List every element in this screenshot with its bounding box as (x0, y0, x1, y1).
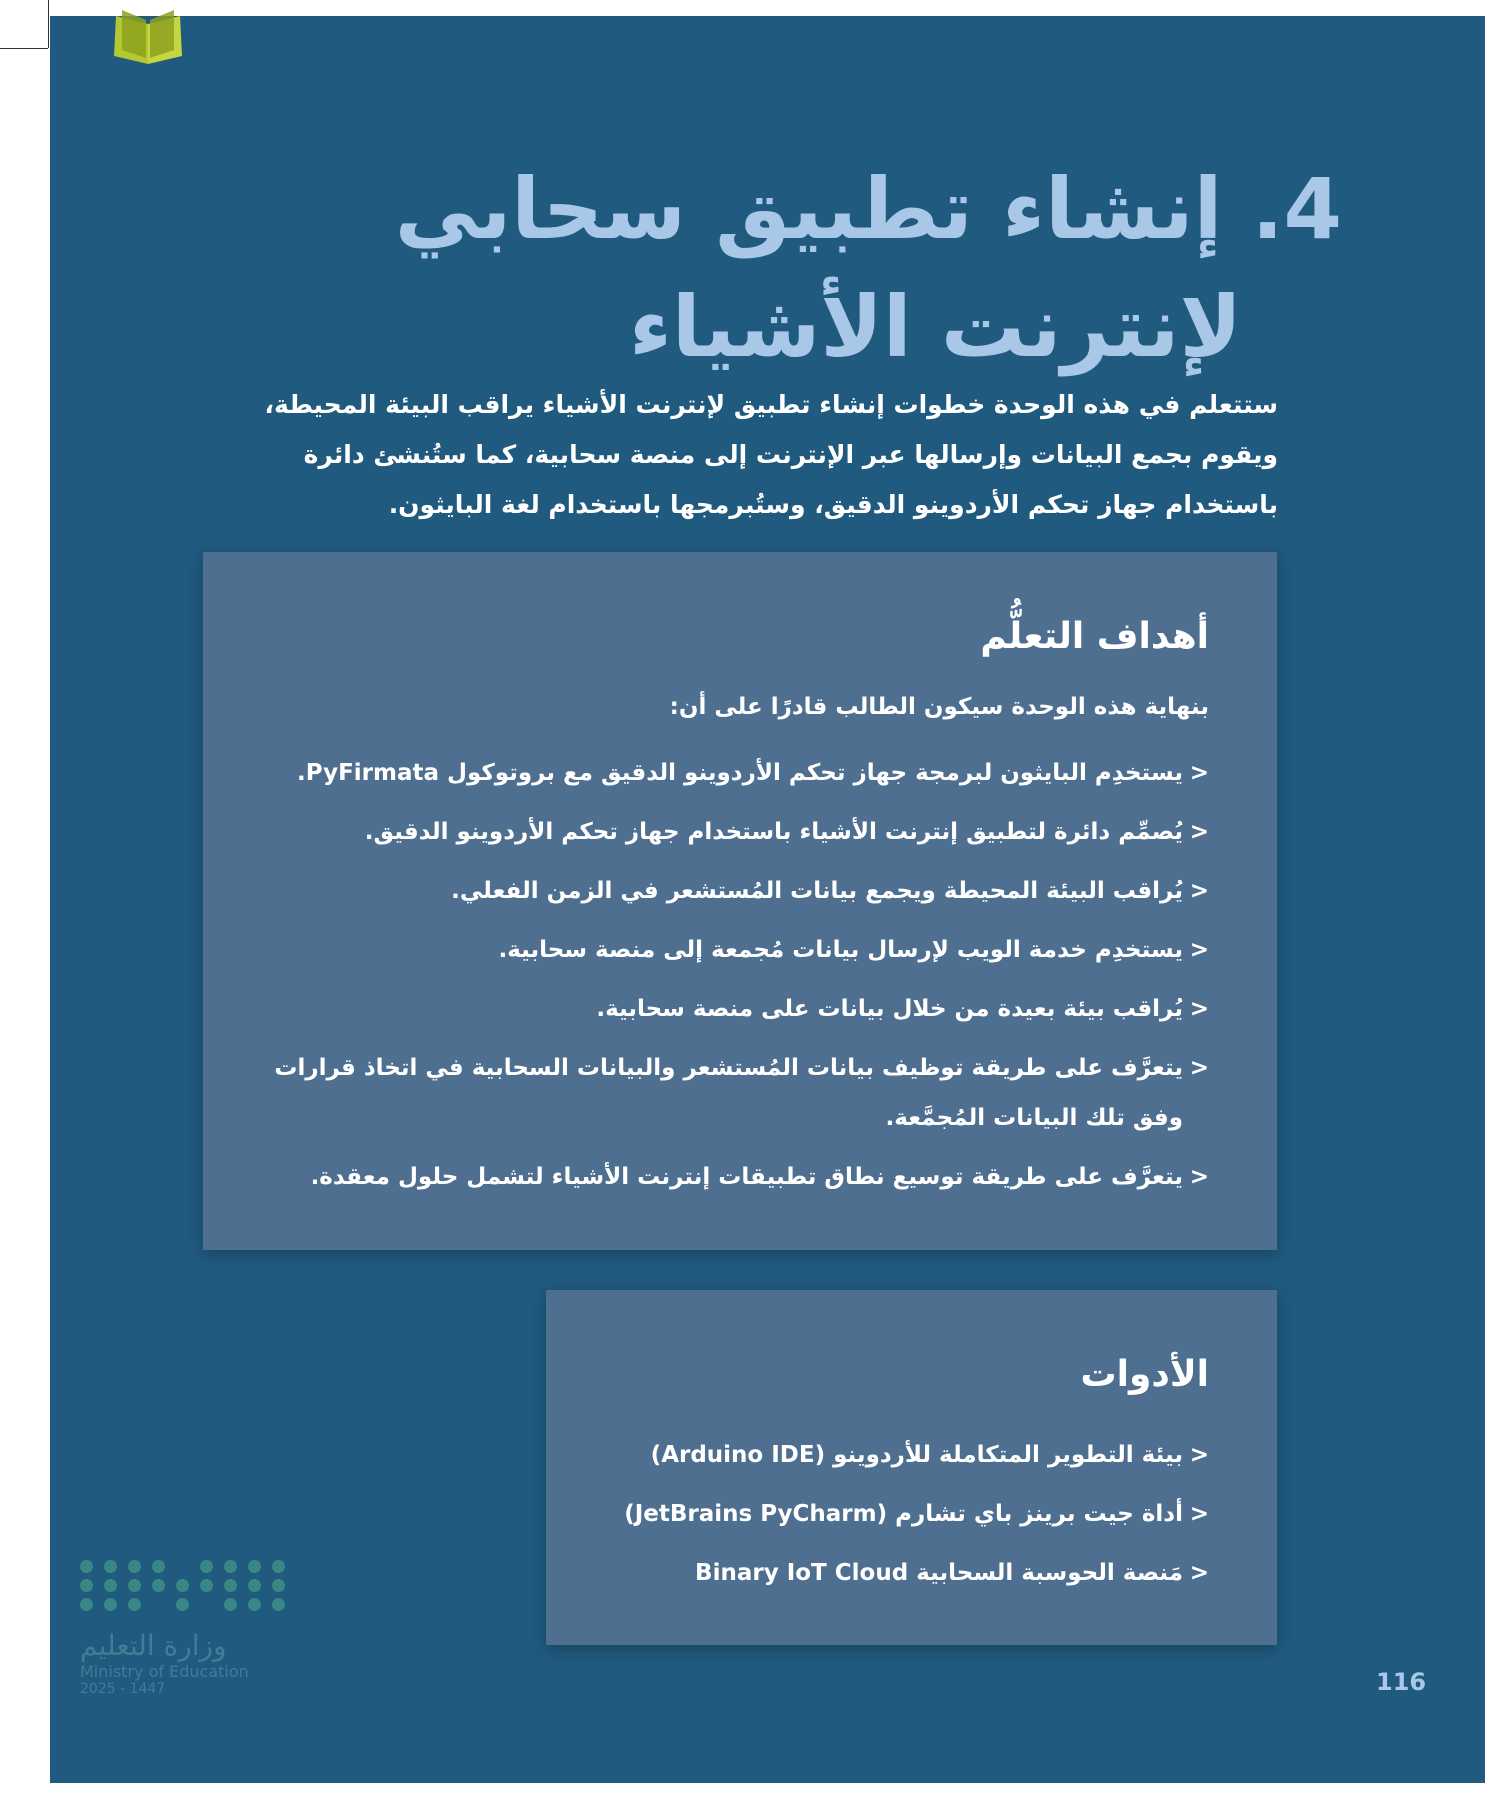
objective-text: يُراقب بيئة بعيدة من خلال بيانات على منصة سحابية. (596, 996, 1183, 1022)
chevron-icon: < (1189, 1164, 1209, 1190)
chevron-icon: < (1189, 819, 1209, 845)
chapter-title (395, 150, 1342, 386)
objective-text: يستخدِم خدمة الويب لإرسال بيانات مُجمعة إلى منصة سحابية. (498, 937, 1183, 963)
objective-item (243, 925, 1209, 975)
objective-text: يتعرَّف على طريقة توظيف بيانات المُستشعر والبيانات السحابية في اتخاذ قرارات وفق تلك البيانات المُجمَّعة. (274, 1055, 1183, 1131)
objective-item (243, 807, 1209, 857)
chevron-icon: < (1189, 1055, 1209, 1081)
objective-text: يتعرَّف على طريقة توسيع نطاق تطبيقات إنترنت الأشياء لتشمل حلول معقدة. (310, 1164, 1183, 1190)
title-line-2: لإنترنت الأشياء (628, 278, 1242, 376)
chevron-icon: < (1189, 1560, 1209, 1586)
objective-text: يُصمِّم دائرة لتطبيق إنترنت الأشياء باستخدام جهاز تحكم الأردوينو الدقيق. (364, 819, 1183, 845)
tool-text: بيئة التطوير المتكاملة للأردوينو (Arduino IDE) (650, 1442, 1183, 1468)
objective-text: يُراقب البيئة المحيطة ويجمع بيانات المُستشعر في الزمن الفعلي. (451, 878, 1183, 904)
intro-paragraph: ستتعلم في هذه الوحدة خطوات إنشاء تطبيق لإنترنت الأشياء يراقب البيئة المحيطة، ويقوم بجمع البيانات وإرسالها عبر الإنترنت إلى منصة سحابية، كما ستُنشئ دائرة باستخدام جهاز تحكم الأردوينو الدقيق، وستُبرمجها باستخدام لغة البايثون. (264, 390, 1278, 519)
objective-text: يستخدِم البايثون لبرمجة جهاز تحكم الأردوينو الدقيق مع بروتوكول PyFirmata. (297, 760, 1183, 786)
tool-item (586, 1548, 1209, 1598)
tool-text: أداة جيت برينز باي تشارم (JetBrains PyCharm) (624, 1501, 1183, 1527)
objective-item (243, 1043, 1209, 1143)
title-line-1: 4. إنشاء تطبيق سحابي (394, 160, 1342, 258)
tools-list (586, 1430, 1209, 1607)
tool-item (586, 1430, 1209, 1480)
chevron-icon: < (1189, 996, 1209, 1022)
chevron-icon: < (1189, 760, 1209, 786)
ministry-dots-icon (80, 1560, 280, 1611)
objectives-lead: بنهاية هذه الوحدة سيكون الطالب قادرًا على أن: (669, 694, 1209, 720)
tool-item (586, 1489, 1209, 1539)
objective-item (243, 748, 1209, 798)
page-number: 116 (1376, 1668, 1427, 1696)
ministry-name-en: Ministry of Education (80, 1662, 249, 1681)
ministry-year: 2025 - 1447 (80, 1681, 166, 1697)
ministry-name-ar: وزارة التعليم (80, 1629, 227, 1662)
ministry-logo (80, 1560, 280, 1697)
objective-item (243, 1152, 1209, 1202)
chevron-icon: < (1189, 1501, 1209, 1527)
chevron-icon: < (1189, 1442, 1209, 1468)
tools-heading: الأدوات (1080, 1354, 1209, 1395)
tool-text: مَنصة الحوسبة السحابية Binary IoT Cloud (695, 1560, 1183, 1586)
objective-item (243, 984, 1209, 1034)
chevron-icon: < (1189, 937, 1209, 963)
wajeb-logo (8, 4, 193, 66)
tools-box (546, 1290, 1277, 1645)
objectives-heading: أهداف التعلُّم (980, 616, 1209, 657)
chevron-icon: < (1189, 878, 1209, 904)
objectives-list (243, 748, 1209, 1211)
objective-item (243, 866, 1209, 916)
learning-objectives-box (203, 552, 1277, 1250)
